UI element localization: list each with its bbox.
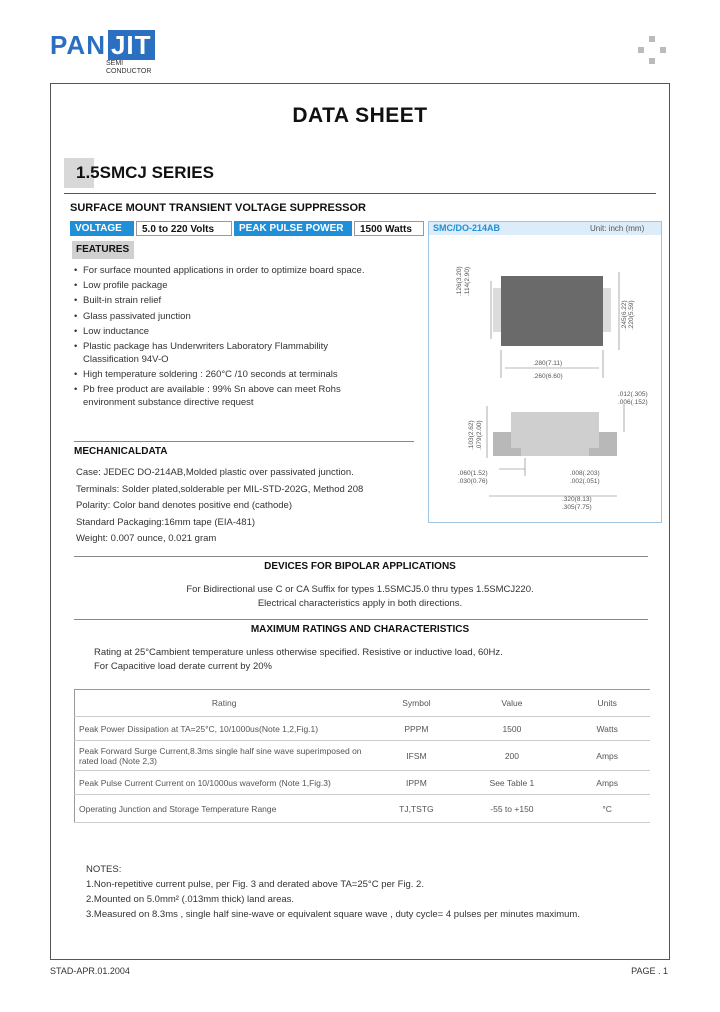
ratings-note2: For Capacitive load derate current by 20% (94, 661, 272, 672)
package-body-side (511, 412, 599, 456)
package-body-top (501, 276, 603, 346)
table-row (75, 717, 651, 741)
dim-standoff-min: .002(.051) (570, 478, 600, 485)
note-2: 2.Mounted on 5.0mm² (.013mm thick) land areas. (86, 894, 295, 905)
cell-units: Amps (564, 771, 650, 795)
logo-subtitle (106, 60, 151, 76)
power-value: 1500 Watts (354, 221, 424, 236)
table-row (75, 795, 651, 823)
ratings-rule (74, 619, 648, 620)
power-label: PEAK PULSE POWER (234, 221, 352, 236)
notes-heading: NOTES: (86, 864, 122, 875)
mech-line: Terminals: Solder plated,solderable per MIL-STD-202G, Method 208 (76, 483, 364, 495)
cell-symbol: IFSM (373, 741, 459, 771)
cell-value: See Table 1 (460, 771, 565, 795)
dim-overall-max: .320(8.13) (562, 496, 592, 503)
ratings-note1: Rating at 25°Cambient temperature unless otherwise specified. Resistive or inductive load, 60Hz. (94, 647, 503, 658)
ratings-heading: MAXIMUM RATINGS AND CHARACTERISTICS (250, 624, 470, 635)
dim-standoff-max: .008(.203) (570, 470, 600, 477)
feature-item: • Low profile package (74, 279, 384, 292)
note-3: 3.Measured on 8.3ms , single half sine-wave or equivalent square wave , duty cycle= 4 pulses per minutes maximum. (86, 909, 580, 920)
dim-width-min: .220(5.59) (628, 300, 635, 330)
dim-width-max: .245(6.22) (621, 300, 628, 330)
cell-rating: Operating Junction and Storage Temperature Range (75, 795, 374, 823)
cell-units: Amps (564, 741, 650, 771)
dim-height-max: .126(3.20) (456, 266, 463, 296)
features-list (74, 264, 384, 412)
cell-value: 200 (460, 741, 565, 771)
table-header-row (75, 690, 651, 717)
series-rule (64, 193, 656, 194)
col-symbol: Symbol (373, 690, 459, 717)
cell-units: Watts (564, 717, 650, 741)
footer-rule (50, 959, 670, 960)
right-border (669, 83, 670, 960)
dim-height-min: .114(2.90) (464, 266, 471, 296)
bipolar-text (0, 583, 720, 611)
col-value: Value (460, 690, 565, 717)
left-border (50, 83, 51, 960)
mechanical-details (76, 466, 416, 549)
document-code: STAD-APR.01.2004 (50, 966, 130, 976)
mech-line: Weight: 0.007 ounce, 0.021 gram (76, 533, 217, 544)
table-row (75, 771, 651, 795)
corner-dots-icon (638, 36, 666, 64)
col-rating: Rating (75, 690, 374, 717)
feature-item: • For surface mounted applications in order to optimize board space. (74, 264, 384, 277)
dim-thick-max: .103(2.62) (468, 420, 475, 450)
logo-pan: PAN (50, 30, 106, 60)
note-1: 1.Non-repetitive current pulse, per Fig. 3 and derated above TA=25°C per Fig. 2. (86, 879, 424, 890)
voltage-label: VOLTAGE (70, 221, 134, 236)
feature-item: • Built-in strain relief (74, 294, 384, 307)
header-rule (50, 83, 670, 84)
voltage-value: 5.0 to 220 Volts (136, 221, 232, 236)
notes-block (86, 862, 580, 922)
company-logo (50, 30, 155, 61)
ratings-table (74, 689, 650, 823)
cell-symbol: TJ,TSTG (373, 795, 459, 823)
dim-lead-len-max: .060(1.52) (458, 470, 488, 477)
col-units: Units (564, 690, 650, 717)
logo-sub-line2: CONDUCTOR (106, 68, 152, 75)
dim-lead-thick-min: .006(.152) (618, 399, 648, 406)
dim-lead-thick-max: .012(.305) (618, 391, 648, 398)
cell-rating: Peak Forward Surge Current,8.3ms single half sine wave superimposed on rated load (Note 2,3) (75, 741, 374, 771)
mech-line: Standard Packaging:16mm tape (EIA-481) (76, 516, 256, 528)
cell-value: 1500 (460, 717, 565, 741)
mechanical-heading: MECHANICALDATA (74, 446, 168, 457)
cell-symbol: IPPM (373, 771, 459, 795)
page-number: PAGE . 1 (631, 966, 668, 976)
cell-symbol: PPPM (373, 717, 459, 741)
dim-overall-min: .305(7.75) (562, 504, 592, 511)
table-row (75, 741, 651, 771)
package-unit: Unit: inch (mm) (590, 224, 645, 233)
bipolar-heading: DEVICES FOR BIPOLAR APPLICATIONS (264, 561, 456, 572)
dim-length-max: .280(7.11) (533, 360, 563, 367)
series-title: 1.5SMCJ SERIES (76, 163, 214, 182)
dim-lead-len-min: .030(0.76) (458, 478, 488, 485)
package-title: SMC/DO-214AB (433, 223, 501, 233)
logo-sub-line1: SEMI (106, 60, 124, 67)
dim-thick-min: .079(2.00) (476, 420, 483, 450)
page-title: DATA SHEET (292, 104, 428, 127)
mech-rule (74, 441, 414, 442)
feature-item: • Low inductance (74, 325, 384, 338)
product-subtitle: SURFACE MOUNT TRANSIENT VOLTAGE SUPPRESSOR (70, 202, 367, 214)
feature-item: • Plastic package has Underwriters Laboratory Flammability Classification 94V-O (74, 340, 384, 366)
features-heading: FEATURES (72, 241, 134, 259)
cell-rating: Peak Power Dissipation at TA=25°C, 10/1000us(Note 1,2,Fig.1) (75, 717, 374, 741)
dim-length-min: .260(6.60) (533, 373, 563, 380)
bipolar-rule (74, 556, 648, 557)
mech-line: Case: JEDEC DO-214AB,Molded plastic over passivated junction. (76, 467, 354, 478)
cell-rating: Peak Pulse Current Current on 10/1000us waveform (Note 1,Fig.3) (75, 771, 374, 795)
mech-line: Polarity: Color band denotes positive end (cathode) (76, 500, 292, 511)
bipolar-line2: Electrical characteristics apply in both directions. (257, 598, 463, 609)
logo-jit: JIT (108, 30, 155, 60)
feature-item: • Pb free product are available : 99% Sn above can meet Rohs environment substance directive request (74, 383, 384, 409)
feature-item: • Glass passivated junction (74, 310, 384, 323)
cell-units: °C (564, 795, 650, 823)
ratings-conditions (94, 646, 503, 674)
cell-value: -55 to +150 (460, 795, 565, 823)
feature-item: • High temperature soldering : 260°C /10 seconds at terminals (74, 368, 384, 381)
bipolar-line1: For Bidirectional use C or CA Suffix for types 1.5SMCJ5.0 thru types 1.5SMCJ220. (186, 584, 534, 595)
